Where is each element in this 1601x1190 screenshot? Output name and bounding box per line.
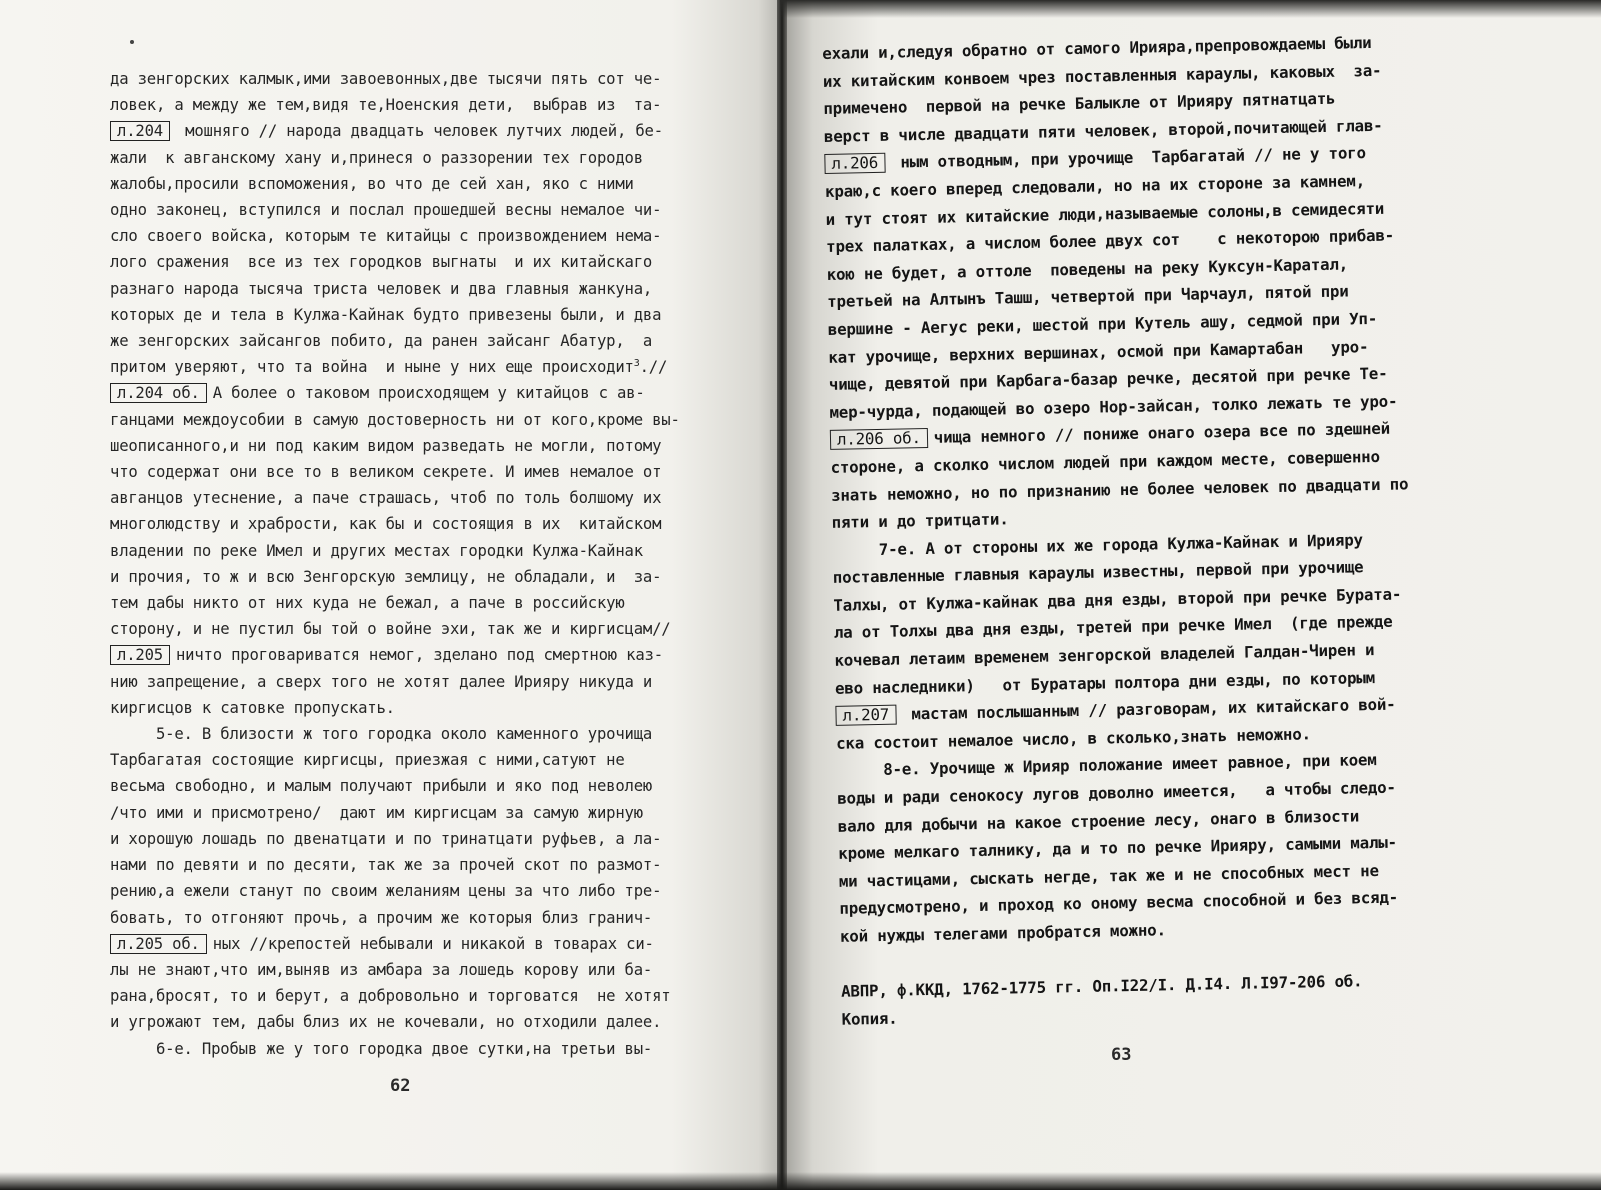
text-line: л.207 мастам послышанным // разговорам, их китайскаго вой- <box>835 689 1490 730</box>
text-line: ла от Толхы два дня езды, третей при речке Имел (где прежде <box>833 612 1393 643</box>
text-line: и тут стоят их китайские люди,называемые солоны,в семидесяти <box>825 198 1385 229</box>
text-line: л.204 мошняго // народа двадцать человек лутчих людей, бе- <box>110 118 760 144</box>
text-line: нию запрещение, а сверх того не хотят далее Ирияру никуда и <box>110 672 653 691</box>
text-line: владении по реке Имел и других местах городки Кулжа-Кайнак <box>110 541 643 560</box>
text-line: лого сражения все из тех городков выгнаты и их китайскаго <box>110 253 653 272</box>
folio-reference-box: л.204 <box>110 121 170 141</box>
text-line: сло своего войска, которым те китайцы с произвождением нема- <box>110 227 662 246</box>
text-line: их китайским конвоем чрез поставленныя караулы, каковых за- <box>822 60 1382 91</box>
page-edge-shadow <box>780 0 1601 18</box>
folio-reference-box: л.206 об. <box>830 428 928 450</box>
text-line: л.205 об. ных //крепостей небывали и никакой в товарах си- <box>110 931 760 957</box>
text-line: нами по девяти и по десяти, так же за прочей скот по размот- <box>110 856 662 875</box>
left-page-number: 62 <box>390 1076 411 1096</box>
text-line: знать неможно, но по признанию не более человек по двадцати по <box>830 473 1409 505</box>
text-line: лы не знают,что им,выняв из амбара за лошедь корову или ба- <box>110 960 653 979</box>
text-line: трех палатках, а числом более двух сот с некоторою прибав- <box>825 225 1395 257</box>
page-speck <box>130 40 134 44</box>
left-page <box>0 0 790 1190</box>
text-line: предусмотрено, и проход ко оному весма способной и без всяд- <box>839 888 1399 919</box>
text-line: вершине - Аегус реки, шестой при Кутель ашу, седмой при Уп- <box>827 308 1378 339</box>
text-line: кой нужды телегами пробратся можно. <box>839 920 1166 946</box>
text-line: же зенгорских зайсангов побито, да ранен зайсанг Абатур, а <box>110 332 653 351</box>
text-line: 5-е. В близости ж того городка около каменного урочища <box>110 725 653 744</box>
right-page-number: 63 <box>1111 1045 1132 1065</box>
text-line: верст в числе двадцати пяти человек, второй,почитающей глав- <box>823 115 1383 146</box>
text-line: л.204 об. А более о таковом происходящем у китайцов с ав- <box>110 380 760 406</box>
text-line: авганцов утеснение, а паче страшась, чтоб по толь болшому их <box>110 489 662 508</box>
text-line: кою не будет, а оттоле поведены на реку Куксун-Каратал, <box>826 254 1349 284</box>
text-line: ехали и,следуя обратно от самого Ирияра,препровождаемы были <box>822 32 1372 63</box>
text-line: чище, девятой при Карбага-базар речке, десятой при речке Те- <box>828 363 1388 395</box>
text-line: весьма свободно, и малым получают прибыли и яко под неволею <box>110 777 653 796</box>
text-line: 7-е. А от стороны их же города Кулжа-Кайнак и Ирияру <box>832 529 1364 560</box>
text-line: и угрожают тем, дабы близ их не кочевали, но отходили далее. <box>110 1013 662 1032</box>
text-line: Талхы, от Кулжа-кайнак два дня езды, второй при речке Бурата- <box>833 584 1402 615</box>
folio-reference-box: л.206 <box>824 153 885 174</box>
text-line: 6-е. Пробыв же у того городка двое сутки,на третьи вы- <box>110 1039 653 1058</box>
folio-reference-box: л.207 <box>835 705 896 726</box>
folio-reference-box: л.204 об. <box>110 383 207 403</box>
text-line: кочевал летаим временем зенгорской владелей Галдан-Чирен и <box>834 640 1375 670</box>
text-line: одно законец, вступился и послал прошедшей весны немалое чи- <box>110 201 662 220</box>
text-line: кроме мелкаго талнику, да и то по речке Ирияру, самыми малы- <box>838 832 1398 864</box>
text-line: стороне, а сколко числом людей при каждом месте, совершенно <box>830 446 1380 477</box>
book-gutter <box>777 0 787 1190</box>
text-line: жалобы,просили вспоможения, во что де сей хан, яко с ними <box>110 174 634 193</box>
text-line: многолюдству и храбрости, как бы и состоящия в их китайском <box>110 515 662 534</box>
text-line: примечено первой на речке Балыкле от Ирияру пятнатцать <box>823 88 1336 119</box>
folio-reference-box: л.205 об. <box>110 934 207 954</box>
left-page-text <box>110 66 760 1062</box>
text-line: АВПР, ф.ККД, 1762-1775 гг. Оп.I22/I. Д.I4. Л.I97-206 об. <box>840 971 1363 1001</box>
text-line: киргисцов к сатовке пропускать. <box>110 698 395 717</box>
text-line: /что ими и присмотрено/ дают им киргисцам за самую жирную <box>110 803 643 822</box>
text-line: поставленные главныя караулы известны, первой при урочище <box>832 557 1364 588</box>
text-line: разнаго народа тысяча триста человек и два главныя жанкуна, <box>110 279 653 298</box>
text-line: ганцами междоусобии в самую достоверность ни от кого,кроме вы- <box>110 410 680 429</box>
folio-reference-box: л.205 <box>110 645 170 665</box>
text-line: 8-е. Урочище ж Ирияр положание имеет равное, при коем <box>836 750 1377 781</box>
text-line: кат урочище, верхних вершинах, осмой при Камартабан уро- <box>828 336 1369 367</box>
text-line: тем дабы никто от них куда не бежал, а паче в российскую <box>110 594 625 613</box>
text-line: что содержат они все то в великом секрете. И имев немалое от <box>110 463 662 482</box>
text-line: Копия. <box>841 1008 898 1029</box>
text-line: вало для добычи на какое строение лесу, онаго в близости <box>837 806 1360 836</box>
text-line: третьей на Алтынъ Ташш, четвертой при Чарчаул, пятой при <box>827 281 1349 312</box>
text-line: бовать, то отгоняют прочь, а прочим же которыя близ гранич- <box>110 908 653 927</box>
text-line: да зенгорских калмык,ими завоевонных,две тысячи пять сот че- <box>110 70 662 88</box>
text-line: шеописанного,и ни под каким видом разведать не могли, потому <box>110 436 662 455</box>
text-line: жали к авганскому хану и,принеся о раззорении тех городов <box>110 148 643 167</box>
right-page-text <box>822 27 1497 1033</box>
text-line: рана,бросят, то и берут, а добровольно и торговатся не хотят <box>110 987 671 1006</box>
text-line: ми частицами, сыскать негде, так же и не способных мест не <box>838 860 1379 891</box>
text-line: и прочия, то ж и всю Зенгорскую землицу, не обладали, и за- <box>110 567 662 586</box>
text-line: Тарбагатая состоящие киргисцы, приезжая с ними,сатуют не <box>110 751 625 770</box>
text-line: и хорошую лошадь по двенатцати и по тринатцати руфьев, а ла- <box>110 829 662 848</box>
text-line: пяти и до тритцати. <box>831 509 1009 532</box>
text-line: сторону, и не пустил бы той о войне эхи, так же и киргисцам// <box>110 620 671 639</box>
footnote-marker: 3 <box>633 358 640 370</box>
text-line: ловек, а между же тем,видя те,Ноенския дети, выбрав из та- <box>110 96 662 115</box>
text-line: ска состоит немалое число, в сколько,знать неможно. <box>835 724 1312 753</box>
text-line: л.206 об. чища немного // пониже онаго озера все по здешней <box>830 413 1485 454</box>
text-line: которых де и тела в Кулжа-Кайнак будто привезены были, и два <box>110 305 662 324</box>
text-line: воды и ради сенокосу лугов доволно имеется, а чтобы следо- <box>837 777 1396 808</box>
text-line: рению,а ежели станут по своим желаниям цены за что либо тре- <box>110 882 662 901</box>
page-bottom-shadow <box>0 1172 1601 1190</box>
text-line: краю,с коего вперед следовали, но на их стороне за камнем, <box>824 171 1366 201</box>
text-line: мер-чурда, подающей во озеро Нор-зайсан, толко лежать те уро- <box>829 391 1398 422</box>
text-line: ево наследники) от Буратары полтора дни езды, по которым <box>834 667 1376 698</box>
text-line: л.205 ничто проговариватся немог, зделано под смертною каз- <box>110 642 760 668</box>
text-line: л.206 ным отводным, при урочище Тарбагатай // не у того <box>824 137 1479 178</box>
text-line: притом уверяют, что та война и ныне у них еще происходит$^3$.// <box>110 358 668 377</box>
